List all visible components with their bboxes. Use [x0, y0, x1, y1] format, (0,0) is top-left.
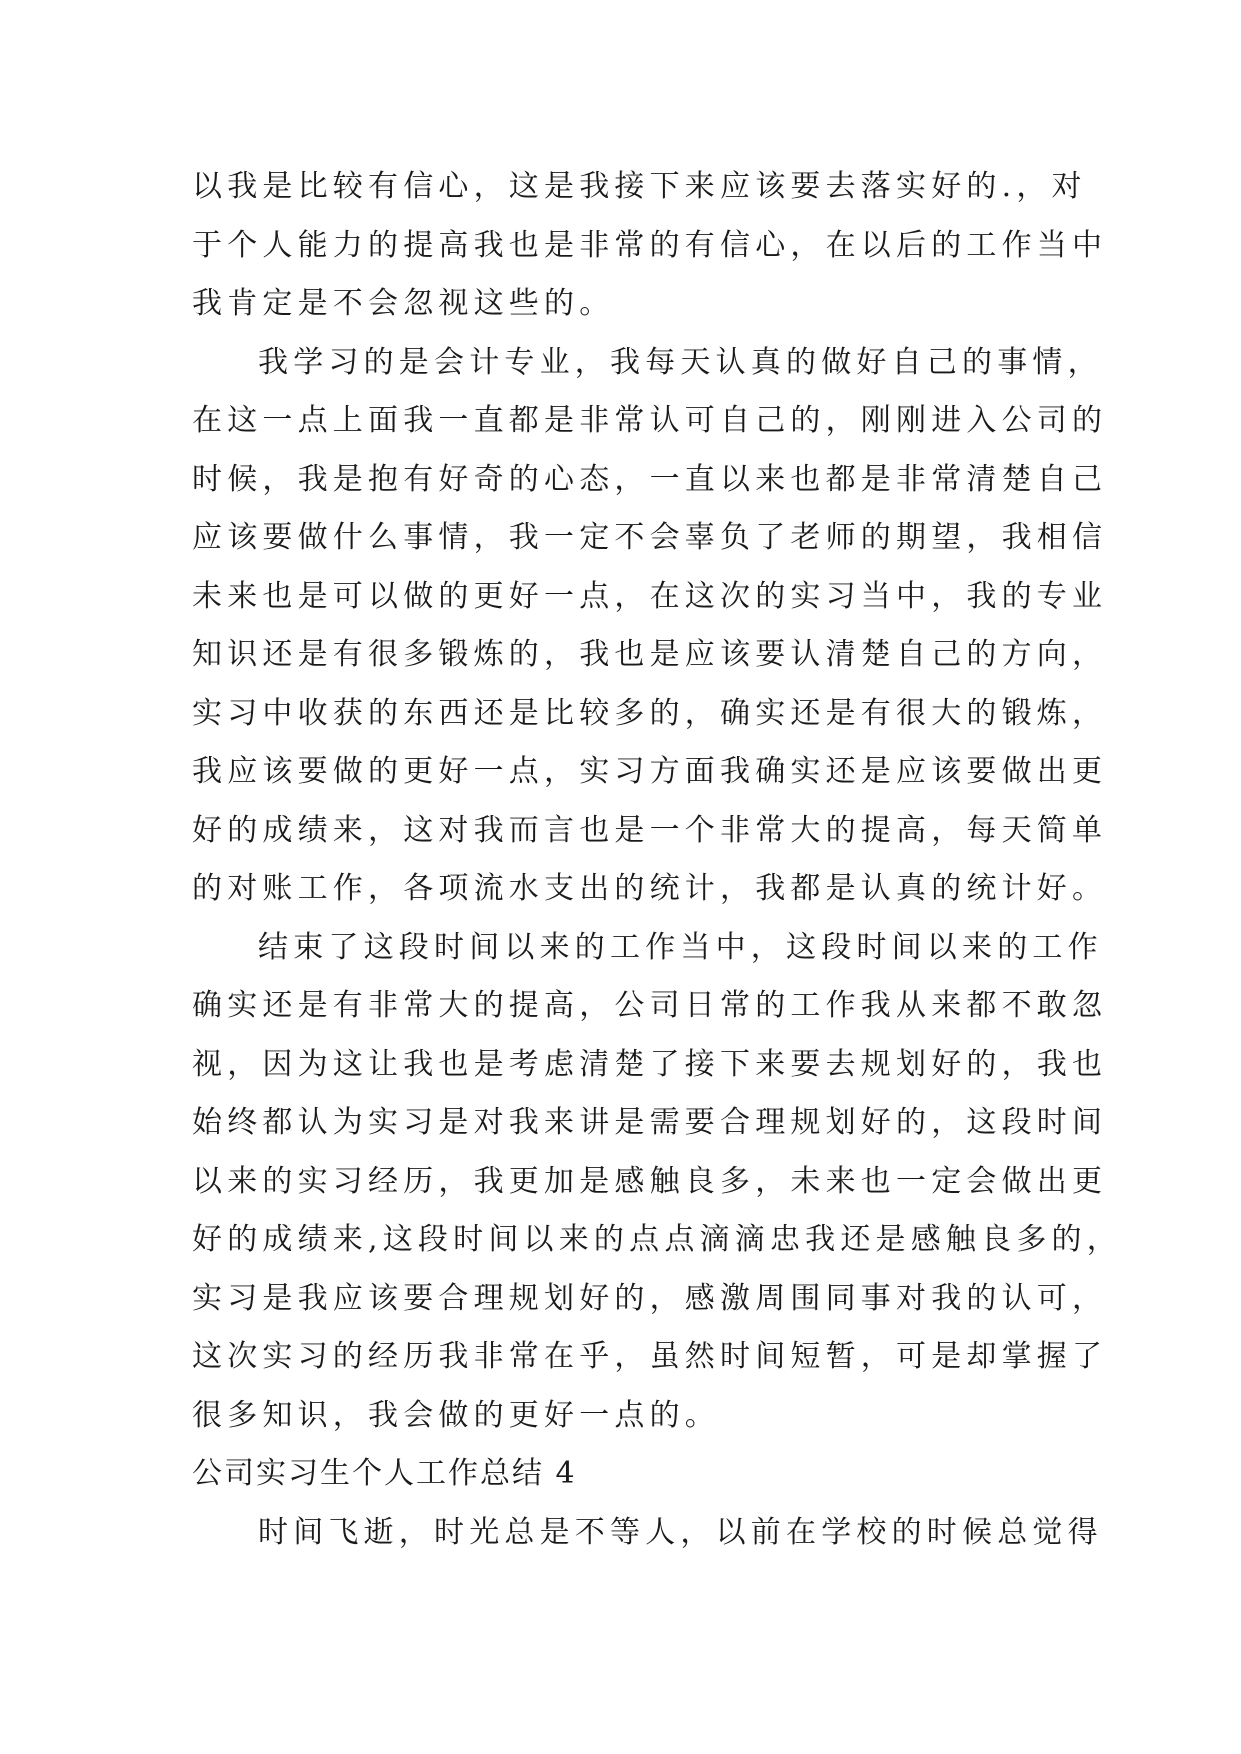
paragraph — [192, 158, 1108, 334]
text-line: 好的成绩来，这对我而言也是一个非常大的提高，每天简单 — [192, 812, 1108, 848]
text-line: 在这一点上面我一直都是非常认可自己的，刚刚进入公司的 — [192, 403, 1108, 438]
text-line: 视，因为这让我也是考虑清楚了接下来要去规划好的，我也 — [192, 1046, 1108, 1082]
text-line: 以我是比较有信心，这是我接下来应该要去落实好的.，对 — [192, 169, 1087, 204]
text-line: 我应该要做的更好一点，实习方面我确实还是应该要做出更 — [192, 754, 1108, 789]
text-line: 的对账工作，各项流水支出的统计，我都是认真的统计好。 — [192, 871, 1108, 906]
paragraph — [192, 334, 1108, 919]
text-line: 始终都认为实习是对我来讲是需要合理规划好的，这段时间 — [192, 1105, 1108, 1140]
text-line: 时间飞逝，时光总是不等人，以前在学校的时候总觉得 — [258, 1514, 1103, 1550]
document-body — [192, 158, 1122, 1562]
text-line: 于个人能力的提高我也是非常的有信心，在以后的工作当中 — [192, 227, 1108, 263]
text-line: 以来的实习经历，我更加是感触良多，未来也一定会做出更 — [192, 1163, 1108, 1199]
text-line: 确实还是有非常大的提高，公司日常的工作我从来都不敢忽 — [192, 988, 1108, 1023]
text-line: 实习中收获的东西还是比较多的，确实还是有很大的锻炼， — [192, 695, 1108, 731]
text-line: 未来也是可以做的更好一点，在这次的实习当中，我的专业 — [192, 578, 1108, 614]
text-line: 结束了这段时间以来的工作当中，这段时间以来的工作 — [258, 929, 1103, 965]
text-line: 知识还是有很多锻炼的，我也是应该要认清楚自己的方向， — [192, 637, 1108, 672]
text-line: 这次实习的经历我非常在乎，虽然时间短暂，可是却掌握了 — [192, 1339, 1108, 1374]
text-line: 应该要做什么事情，我一定不会辜负了老师的期望，我相信 — [192, 520, 1108, 555]
paragraph — [192, 1504, 1103, 1563]
section-heading: 公司实习生个人工作总结 4 — [192, 1456, 577, 1491]
text-line: 我学习的是会计专业，我每天认真的做好自己的事情， — [258, 344, 1103, 380]
text-line: 我肯定是不会忽视这些的。 — [192, 286, 615, 321]
paragraph — [192, 919, 1122, 1446]
text-line: 好的成绩来,这段时间以来的点点滴滴忠我还是感触良多的， — [192, 1222, 1122, 1257]
text-line: 时候，我是抱有好奇的心态，一直以来也都是非常清楚自己 — [192, 461, 1108, 497]
text-line: 实习是我应该要合理规划好的，感激周围同事对我的认可， — [192, 1280, 1108, 1316]
text-line: 很多知识，我会做的更好一点的。 — [192, 1397, 720, 1433]
